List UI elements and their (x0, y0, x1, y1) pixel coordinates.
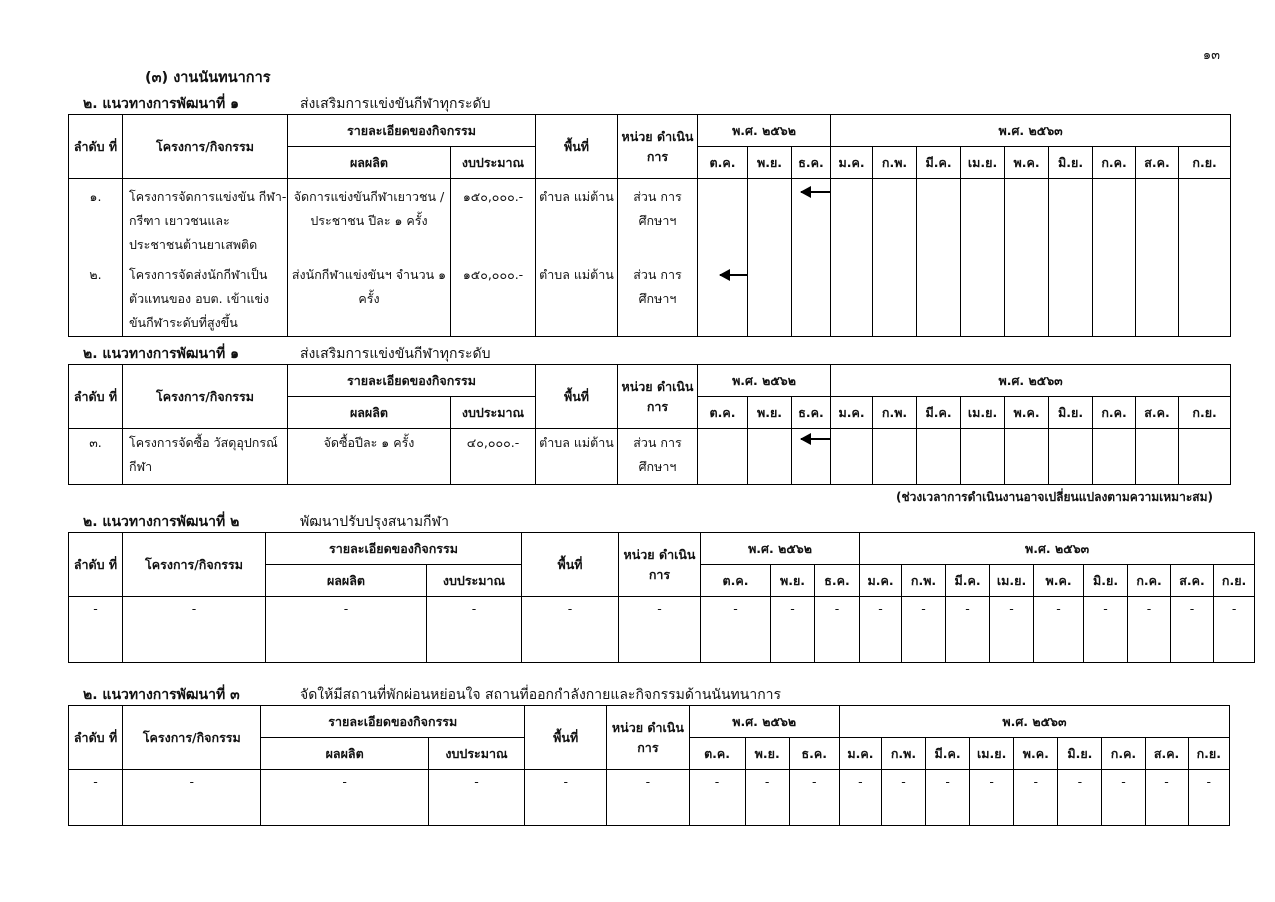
month-apr: เม.ย. (961, 397, 1005, 429)
area-text: - (525, 770, 607, 826)
development-heading (83, 684, 782, 706)
col-details: รายละเอียดของกิจกรรม (261, 706, 525, 738)
output-cell (288, 179, 451, 337)
col-year-2562: พ.ศ. ๒๕๖๒ (698, 365, 831, 397)
project-table (68, 705, 1230, 826)
month-jun: มิ.ย. (1084, 565, 1128, 597)
col-details: รายละเอียดของกิจกรรม (288, 365, 536, 397)
month-aug: ส.ค. (1136, 397, 1179, 429)
month-jan: ม.ค. (831, 147, 873, 179)
month-aug: ส.ค. (1145, 738, 1188, 770)
section-title: (๓) งานนันทนาการ (145, 70, 271, 86)
month-may: พ.ค. (1014, 738, 1058, 770)
month-mar: มี.ค. (917, 147, 961, 179)
row-no: - (69, 770, 123, 826)
col-year-2563: พ.ศ. ๒๕๖๓ (860, 533, 1255, 565)
month-dec: ธ.ค. (792, 147, 831, 179)
month-cell: - (1214, 597, 1255, 663)
project-name: โครงการจัดส่งนักกีฬาเป็น ตัวแทนของ อบต. เข้าแข่ง ขันกีฬาระดับที่สูงขึ้น (129, 267, 270, 330)
month-cell (748, 429, 792, 485)
month-nov: พ.ย. (748, 147, 792, 179)
month-apr: เม.ย. (961, 147, 1005, 179)
month-cell (698, 179, 748, 337)
month-feb: ก.พ. (873, 397, 917, 429)
output-text: จัดซื้อปีละ ๑ ครั้ง (288, 429, 451, 485)
col-budget: งบประมาณ (428, 738, 524, 770)
heading-label: ๒. แนวทางการพัฒนาที่ ๑ (83, 346, 239, 362)
col-budget: งบประมาณ (451, 147, 536, 179)
month-jan: ม.ค. (831, 397, 873, 429)
col-no: ลำดับ ที่ (69, 115, 123, 179)
month-jun: มิ.ย. (1058, 738, 1102, 770)
budget-amount: - (427, 597, 522, 663)
month-jul: ก.ค. (1093, 147, 1136, 179)
budget-cell (451, 179, 536, 337)
month-cell: - (902, 597, 946, 663)
col-no: ลำดับ ที่ (69, 533, 123, 597)
month-cell (961, 179, 1005, 337)
month-jul: ก.ค. (1128, 565, 1171, 597)
col-unit: หน่วย ดำเนินการ (618, 115, 698, 179)
month-cell (698, 429, 748, 485)
col-unit: หน่วย ดำเนินการ (607, 706, 689, 770)
month-cell: - (1058, 770, 1102, 826)
month-may: พ.ค. (1005, 397, 1049, 429)
unit-text: - (607, 770, 689, 826)
month-cell (1093, 179, 1136, 337)
month-cell (831, 179, 873, 337)
development-heading (83, 93, 491, 115)
month-feb: ก.พ. (881, 738, 925, 770)
heading-description: ส่งเสริมการแข่งขันกีฬาทุกระดับ (300, 96, 491, 112)
month-cell: - (1145, 770, 1188, 826)
month-aug: ส.ค. (1136, 147, 1179, 179)
month-cell: - (771, 597, 815, 663)
col-year-2562: พ.ศ. ๒๕๖๒ (701, 533, 860, 565)
budget-amount: - (428, 770, 524, 826)
project-table (68, 114, 1231, 337)
month-jan: ม.ค. (839, 738, 881, 770)
heading-label: ๒. แนวทางการพัฒนาที่ ๓ (83, 687, 240, 703)
col-no: ลำดับ ที่ (69, 706, 123, 770)
month-feb: ก.พ. (873, 147, 917, 179)
month-cell: - (839, 770, 881, 826)
month-cell (961, 429, 1005, 485)
month-cell: - (881, 770, 925, 826)
month-may: พ.ค. (1034, 565, 1084, 597)
unit-text: ส่วน การศึกษาฯ (633, 267, 682, 306)
month-cell (792, 429, 831, 485)
col-area: พื้นที่ (536, 115, 618, 179)
month-sep: ก.ย. (1179, 397, 1231, 429)
month-oct: ต.ค. (698, 397, 748, 429)
month-cell (917, 429, 961, 485)
timeline-arrow (801, 438, 831, 440)
month-feb: ก.พ. (902, 565, 946, 597)
project-name: - (123, 597, 266, 663)
development-heading (83, 343, 491, 365)
month-cell (1136, 429, 1179, 485)
budget-amount: ๑๕๐,๐๐๐.- (462, 267, 524, 282)
month-cell: - (815, 597, 860, 663)
month-cell: - (990, 597, 1034, 663)
col-area: พื้นที่ (525, 706, 607, 770)
month-dec: ธ.ค. (792, 397, 831, 429)
month-cell (1093, 429, 1136, 485)
heading-description: จัดให้มีสถานที่พักผ่อนหย่อนใจ สถานที่ออกกำลังกายและกิจกรรมด้านนันทนาการ (300, 687, 782, 703)
project-name: โครงการจัดซื้อ วัสดุอุปกรณ์กีฬา (123, 429, 288, 485)
budget-amount: ๔๐,๐๐๐.- (451, 429, 536, 485)
timeline-arrow (720, 274, 748, 276)
output-text: - (261, 770, 428, 826)
col-output: ผลผลิต (266, 565, 427, 597)
col-no: ลำดับ ที่ (69, 365, 123, 429)
month-cell (1005, 429, 1049, 485)
col-project: โครงการ/กิจกรรม (123, 706, 261, 770)
month-jun: มิ.ย. (1049, 397, 1093, 429)
output-text: จัดการแข่งขันกีฬาเยาวชน /ประชาชน ปีละ ๑ ครั้ง (293, 189, 445, 228)
month-cell (831, 429, 873, 485)
month-oct: ต.ค. (698, 147, 748, 179)
month-cell (1049, 179, 1093, 337)
unit-text: - (619, 597, 701, 663)
project-table (68, 532, 1255, 663)
month-cell: - (1102, 770, 1145, 826)
row-no-cell (69, 179, 123, 337)
month-apr: เม.ย. (970, 738, 1014, 770)
development-heading (83, 511, 449, 533)
month-cell: - (1171, 597, 1214, 663)
month-cell: - (1014, 770, 1058, 826)
month-sep: ก.ย. (1179, 147, 1231, 179)
col-project: โครงการ/กิจกรรม (123, 365, 288, 429)
month-cell (1179, 429, 1231, 485)
month-cell (917, 179, 961, 337)
month-cell: - (926, 770, 970, 826)
month-jan: ม.ค. (860, 565, 902, 597)
output-text: - (266, 597, 427, 663)
col-area: พื้นที่ (536, 365, 618, 429)
month-jul: ก.ค. (1093, 397, 1136, 429)
area-cell (536, 179, 618, 337)
col-project: โครงการ/กิจกรรม (123, 115, 288, 179)
month-mar: มี.ค. (926, 738, 970, 770)
month-cell: - (946, 597, 990, 663)
month-may: พ.ค. (1005, 147, 1049, 179)
month-cell: - (689, 770, 745, 826)
month-cell: - (970, 770, 1014, 826)
month-cell (1049, 429, 1093, 485)
area-text: ตำบล แม่ต้าน (539, 267, 614, 282)
table-row (69, 179, 1231, 337)
col-area: พื้นที่ (522, 533, 619, 597)
col-project: โครงการ/กิจกรรม (123, 533, 266, 597)
project-table (68, 364, 1231, 485)
month-cell: - (701, 597, 771, 663)
month-cell (1179, 179, 1231, 337)
month-cell (873, 179, 917, 337)
col-details: รายละเอียดของกิจกรรม (266, 533, 522, 565)
month-cell: - (1084, 597, 1128, 663)
col-output: ผลผลิต (261, 738, 428, 770)
unit-cell (618, 179, 698, 337)
col-year-2563: พ.ศ. ๒๕๖๓ (831, 115, 1231, 147)
month-sep: ก.ย. (1214, 565, 1255, 597)
month-dec: ธ.ค. (815, 565, 860, 597)
row-no: - (69, 597, 123, 663)
output-text: ส่งนักกีฬาแข่งขันฯ จำนวน ๑ ครั้ง (291, 267, 447, 306)
col-year-2563: พ.ศ. ๒๕๖๓ (831, 365, 1231, 397)
heading-label: ๒. แนวทางการพัฒนาที่ ๑ (83, 96, 239, 112)
month-nov: พ.ย. (745, 738, 789, 770)
col-unit: หน่วย ดำเนินการ (619, 533, 701, 597)
month-cell (873, 429, 917, 485)
month-cell: - (1188, 770, 1229, 826)
col-output: ผลผลิต (288, 397, 451, 429)
table-row (69, 429, 1231, 485)
month-cell: - (745, 770, 789, 826)
project-name: - (123, 770, 261, 826)
month-jul: ก.ค. (1102, 738, 1145, 770)
project-cell (123, 179, 288, 337)
month-cell: - (1128, 597, 1171, 663)
col-year-2563: พ.ศ. ๒๕๖๓ (839, 706, 1229, 738)
table-row (69, 770, 1230, 826)
month-nov: พ.ย. (771, 565, 815, 597)
timeline-arrow (801, 191, 831, 193)
area-text: - (522, 597, 619, 663)
month-jun: มิ.ย. (1049, 147, 1093, 179)
project-name: โครงการจัดการแข่งขัน กีฬา-กรีฑา เยาวชนและ ประชาชนต้านยาเสพติด (129, 189, 287, 252)
month-oct: ต.ค. (701, 565, 771, 597)
month-aug: ส.ค. (1171, 565, 1214, 597)
row-no: ๓. (69, 429, 123, 485)
heading-label: ๒. แนวทางการพัฒนาที่ ๒ (83, 514, 240, 530)
month-cell (1136, 179, 1179, 337)
budget-amount: ๑๕๐,๐๐๐.- (462, 189, 524, 204)
month-mar: มี.ค. (917, 397, 961, 429)
month-cell (1005, 179, 1049, 337)
area-text: ตำบล แม่ต้าน (536, 429, 618, 485)
month-apr: เม.ย. (990, 565, 1034, 597)
col-year-2562: พ.ศ. ๒๕๖๒ (689, 706, 839, 738)
month-oct: ต.ค. (689, 738, 745, 770)
col-budget: งบประมาณ (451, 397, 536, 429)
heading-description: พัฒนาปรับปรุงสนามกีฬา (300, 514, 449, 530)
month-dec: ธ.ค. (789, 738, 839, 770)
month-cell: - (860, 597, 902, 663)
month-cell (748, 179, 792, 337)
month-cell: - (789, 770, 839, 826)
col-output: ผลผลิต (288, 147, 451, 179)
col-details: รายละเอียดของกิจกรรม (288, 115, 536, 147)
timeline-note: (ช่วงเวลาการดำเนินงานอาจเปลี่ยนแปลงตามความเหมาะสม) (896, 490, 1213, 504)
page-number: ๑๓ (1202, 48, 1220, 63)
col-budget: งบประมาณ (427, 565, 522, 597)
row-no: ๒. (89, 267, 102, 282)
month-mar: มี.ค. (946, 565, 990, 597)
month-cell: - (1034, 597, 1084, 663)
table-row (69, 597, 1255, 663)
heading-description: ส่งเสริมการแข่งขันกีฬาทุกระดับ (300, 346, 491, 362)
unit-text: ส่วน การศึกษาฯ (618, 429, 698, 485)
row-no: ๑. (89, 189, 102, 204)
month-cell (792, 179, 831, 337)
month-sep: ก.ย. (1188, 738, 1229, 770)
unit-text: ส่วน การศึกษาฯ (633, 189, 682, 228)
area-text: ตำบล แม่ต้าน (539, 189, 614, 204)
col-unit: หน่วย ดำเนินการ (618, 365, 698, 429)
month-nov: พ.ย. (748, 397, 792, 429)
col-year-2562: พ.ศ. ๒๕๖๒ (698, 115, 831, 147)
